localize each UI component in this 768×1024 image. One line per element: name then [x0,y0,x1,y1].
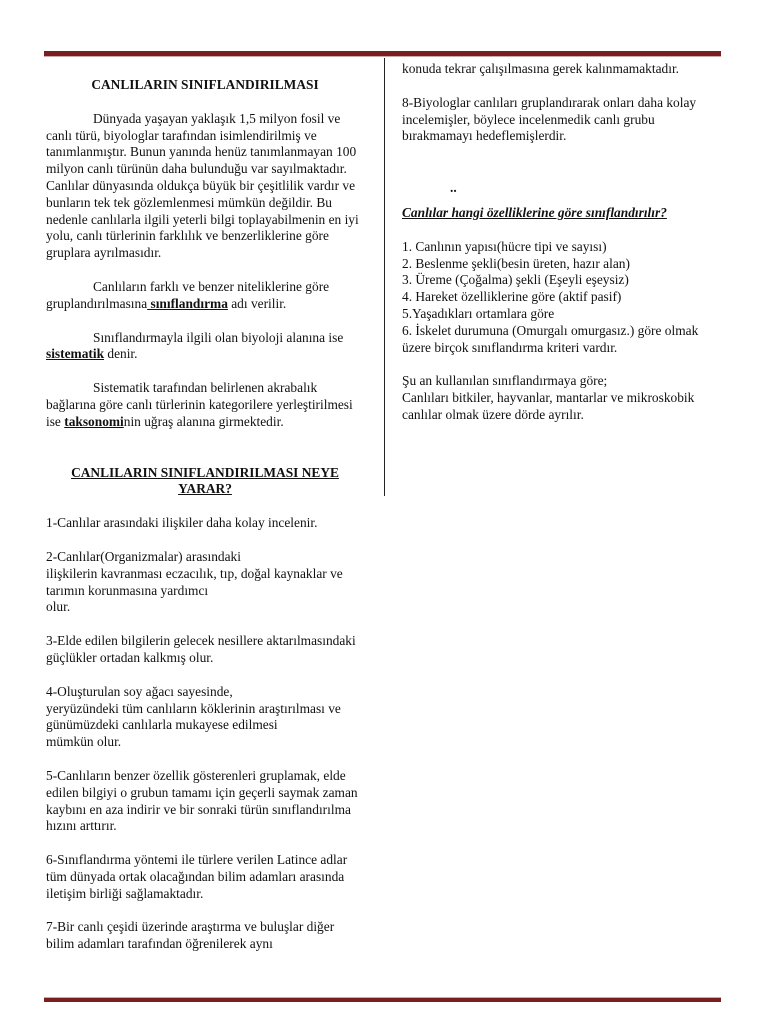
list-item: 3-Elde edilen bilgilerin gelecek nesillere aktarılmasındaki güçlükler ortadan kalkmış olur. [46,633,356,665]
paragraph-taxonomy [46,380,364,430]
continued-text: konuda tekrar çalışılmasına gerek kalınmamaktadır. [402,61,680,76]
paragraph-text: denir. [104,346,138,362]
paragraph-text: adı verilir. [227,295,287,311]
paragraph-classification [46,279,364,313]
dots-mark: .. [450,180,457,196]
list-item: 5-Canlıların benzer özellik gösterenleri gruplamak, elde edilen bilgiyi o grubun tamamı için geçerli saymak zaman kaybını en aza indirir ve bir sonraki türün sınıflandırılma hızını arttırır. [46,767,358,834]
list-item: 8-Biyologlar canlıları gruplandırarak onları daha kolay incelemişler, böylece incelenmedik canlı grubu bırakmamayı hedeflemişlerdir. [402,94,697,144]
criteria-item: 2. Beslenme şekli(besin üreten, hazır alan) [402,255,630,271]
closing-paragraph: Şu an kullanılan sınıflandırmaya göre; Canlıları bitkiler, hayvanlar, mantarlar ve mikroskobik canlılar olmak üzere dörde ayrılır. [402,373,695,422]
right-column [402,61,720,424]
benefits-list [46,515,364,953]
document-title: CANLILARIN SINIFLANDIRILMASI [91,77,319,92]
paragraph-text: nin uğraş alanına girmektedir. [123,413,284,429]
criteria-item: 4. Hareket özelliklerine göre (aktif pasif) [402,289,622,305]
criteria-item: 1. Canlının yapısı(hücre tipi ve sayısı) [402,238,607,254]
paragraph-intro: Dünyada yaşayan yaklaşık 1,5 milyon fosil ve canlı türü, biyologlar tarafından isimlendirilmiş ve tanımlanmıştır. Bunun yanında henüz tanımlanmayan 100 milyon canlı türünün daha bulunduğu var sayılmaktadır. Canlılar dünyasında oldukça büyük bir çeşitlilik vardır ve bunların tek tek gözlemlenmesi mümkün değildir. Bu nedenle canlılarla ilgili yeterli bilgi toplayabilmenin en iyi yolu, canlı türlerinin farklılık ve benzerliklerine göre gruplara ayrılmasıdır. [46,110,359,261]
top-border-rule [44,51,721,57]
term-classification: sınıflandırma [147,295,228,311]
term-taxonomy: taksonomi [64,413,124,429]
column-divider [384,58,385,496]
criteria-item: 3. Üreme (Çoğalma) şekli (Eşeyli eşeysiz) [402,272,629,288]
list-item: 1-Canlılar arasındaki ilişkiler daha kolay incelenir. [46,515,318,531]
term-systematics: sistematik [46,346,105,362]
list-item: 4-Oluşturulan soy ağacı sayesinde, yeryüzündeki tüm canlıların köklerinin araştırılması ve günümüzdeki canlılarla mukayese edilmesi mümkün olur. [46,683,341,750]
paragraph-text: Sınıflandırmayla ilgili olan biyoloji alanına ise [93,329,344,345]
paragraph-text: Canlıların farklı ve benzer niteliklerine göre gruplandırılmasına [46,278,330,311]
paragraph-text: Sistematik tarafından belirlenen akrabalık bağlarına göre canlı türlerinin kategorilere yerleştirilmesi ise [46,380,353,429]
section-heading-benefits: CANLILARIN SINIFLANDIRILMASI NEYE YARAR? [71,464,339,497]
bottom-border-rule [44,997,721,1002]
list-item: 2-Canlılar(Organizmalar) arasındaki ilişkilerin kavranması eczacılık, tıp, doğal kaynaklar ve tarımın korunmasına yardımcı olur. [46,548,343,615]
list-item: 6-Sınıflandırma yöntemi ile türlere verilen Latince adlar tüm dünyada ortak olacağından bilim adamları arasında iletişim birliği sağlamaktadır. [46,852,348,901]
criteria-item: 6. İskelet durumuna (Omurgalı omurgasız.) göre olmak üzere birçok sınıflandırma kriteri vardır. [402,322,699,355]
criteria-list [402,239,720,357]
section-heading-criteria: Canlılar hangi özelliklerine göre sınıflandırılır? [402,204,667,220]
left-column [46,77,364,953]
paragraph-systematics [46,330,364,364]
list-item: 7-Bir canlı çeşidi üzerinde araştırma ve buluşlar diğer bilim adamları tarafından öğrenilerek aynı [46,919,335,952]
criteria-item: 5.Yaşadıkları ortamlara göre [402,305,555,321]
